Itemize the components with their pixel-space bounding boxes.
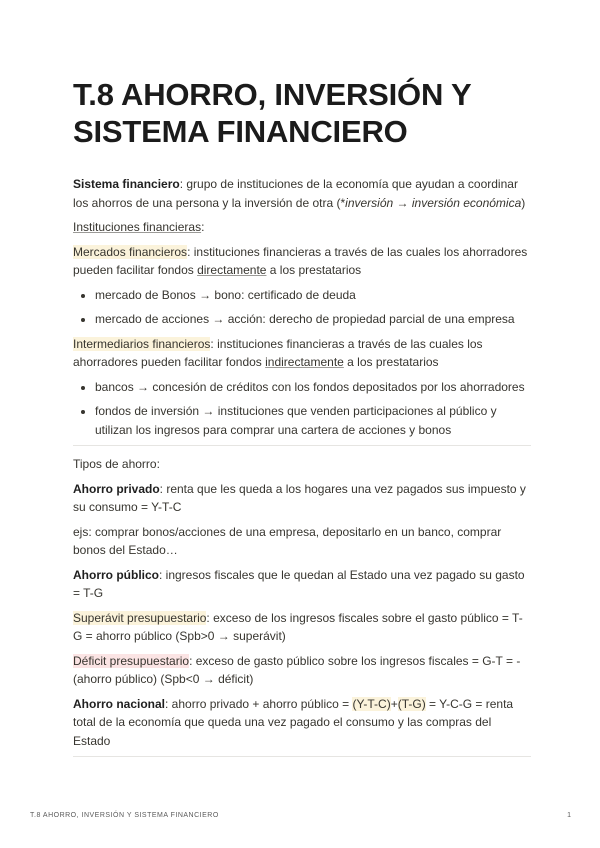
term-ahorro-privado: Ahorro privado bbox=[73, 481, 160, 496]
page-title: T.8 AHORRO, INVERSIÓN Y SISTEMA FINANCIERO bbox=[73, 77, 471, 149]
paragraph-intermediarios: Intermediarios financieros: instituciones financieras a través de las cuales los ahorradores pueden facilitar fondos indirectamente a los prestatarios bbox=[73, 336, 483, 369]
paragraph-ahorro-privado: Ahorro privado: renta que les queda a los hogares una vez pagados sus impuesto y su consumo = Y-T-C bbox=[73, 481, 526, 514]
term-ahorro-publico: Ahorro público bbox=[73, 567, 159, 582]
paragraph-mercados: Mercados financieros: instituciones financieras a través de las cuales los ahorradores pueden facilitar fondos directamente a los prestatarios bbox=[73, 244, 528, 277]
divider bbox=[73, 756, 531, 757]
list-item: • bancos → concesión de créditos con los fondos depositados por los ahorradores bbox=[95, 378, 531, 397]
term-sistema-financiero: Sistema financiero bbox=[73, 177, 180, 191]
formula-publico: (T-G) bbox=[397, 696, 426, 711]
paragraph-ejemplos: ejs: comprar bonos/acciones de una empresa, depositarlo en un banco, comprar bonos del Estado… bbox=[73, 524, 502, 557]
page-footer: T.8 AHORRO, INVERSIÓN Y SISTEMA FINANCIERO bbox=[30, 812, 219, 819]
page-number: 1 bbox=[567, 812, 571, 819]
list-item: • mercado de Bonos → bono: certificado de deuda bbox=[95, 286, 531, 305]
term-superavit: Superávit presupuestario bbox=[73, 610, 207, 625]
heading-instituciones: Instituciones financieras: bbox=[73, 220, 205, 234]
term-intermediarios-financieros: Intermediarios financieros bbox=[73, 336, 211, 351]
list-item: • mercado de acciones → acción: derecho de propiedad parcial de una empresa bbox=[95, 310, 531, 329]
paragraph-sistema-financiero: Sistema financiero: grupo de instituciones de la economía que ayudan a coordinar los ahorros de una persona y la inversión de otra (*inversión → inversión económica) bbox=[73, 177, 526, 210]
paragraph-deficit: Déficit presupuestario: exceso de gasto público sobre los ingresos fiscales = G-T = -(ahorro público) (Spb<0 → déficit) bbox=[73, 653, 521, 686]
paragraph-ahorro-publico: Ahorro público: ingresos fiscales que le quedan al Estado una vez pagado su gasto = T-G bbox=[73, 567, 525, 600]
term-deficit: Déficit presupuestario bbox=[73, 653, 190, 668]
document-body bbox=[73, 175, 531, 766]
paragraph-ahorro-nacional: Ahorro nacional: ahorro privado + ahorro público = (Y-T-C)+(T-G) = Y-C-G = renta total de la economía que queda una vez pagado el consumo y las compras del Estado bbox=[73, 696, 514, 748]
list-item: • fondos de inversión → instituciones que venden participaciones al público y utilizan los ingresos para comprar una cartera de acciones y bonos bbox=[95, 402, 531, 439]
tipos-de-ahorro: Tipos de ahorro: bbox=[73, 457, 160, 471]
list-mercados bbox=[73, 286, 531, 329]
term-ahorro-nacional: Ahorro nacional bbox=[73, 696, 166, 711]
paragraph-superavit: Superávit presupuestario: exceso de los ingresos fiscales sobre el gasto público = T-G = ahorro público (Spb>0 → superávit) bbox=[73, 610, 523, 643]
divider bbox=[73, 445, 531, 446]
term-mercados-financieros: Mercados financieros bbox=[73, 244, 188, 259]
list-intermediarios bbox=[73, 378, 531, 440]
formula-privado: (Y-T-C) bbox=[352, 696, 391, 711]
